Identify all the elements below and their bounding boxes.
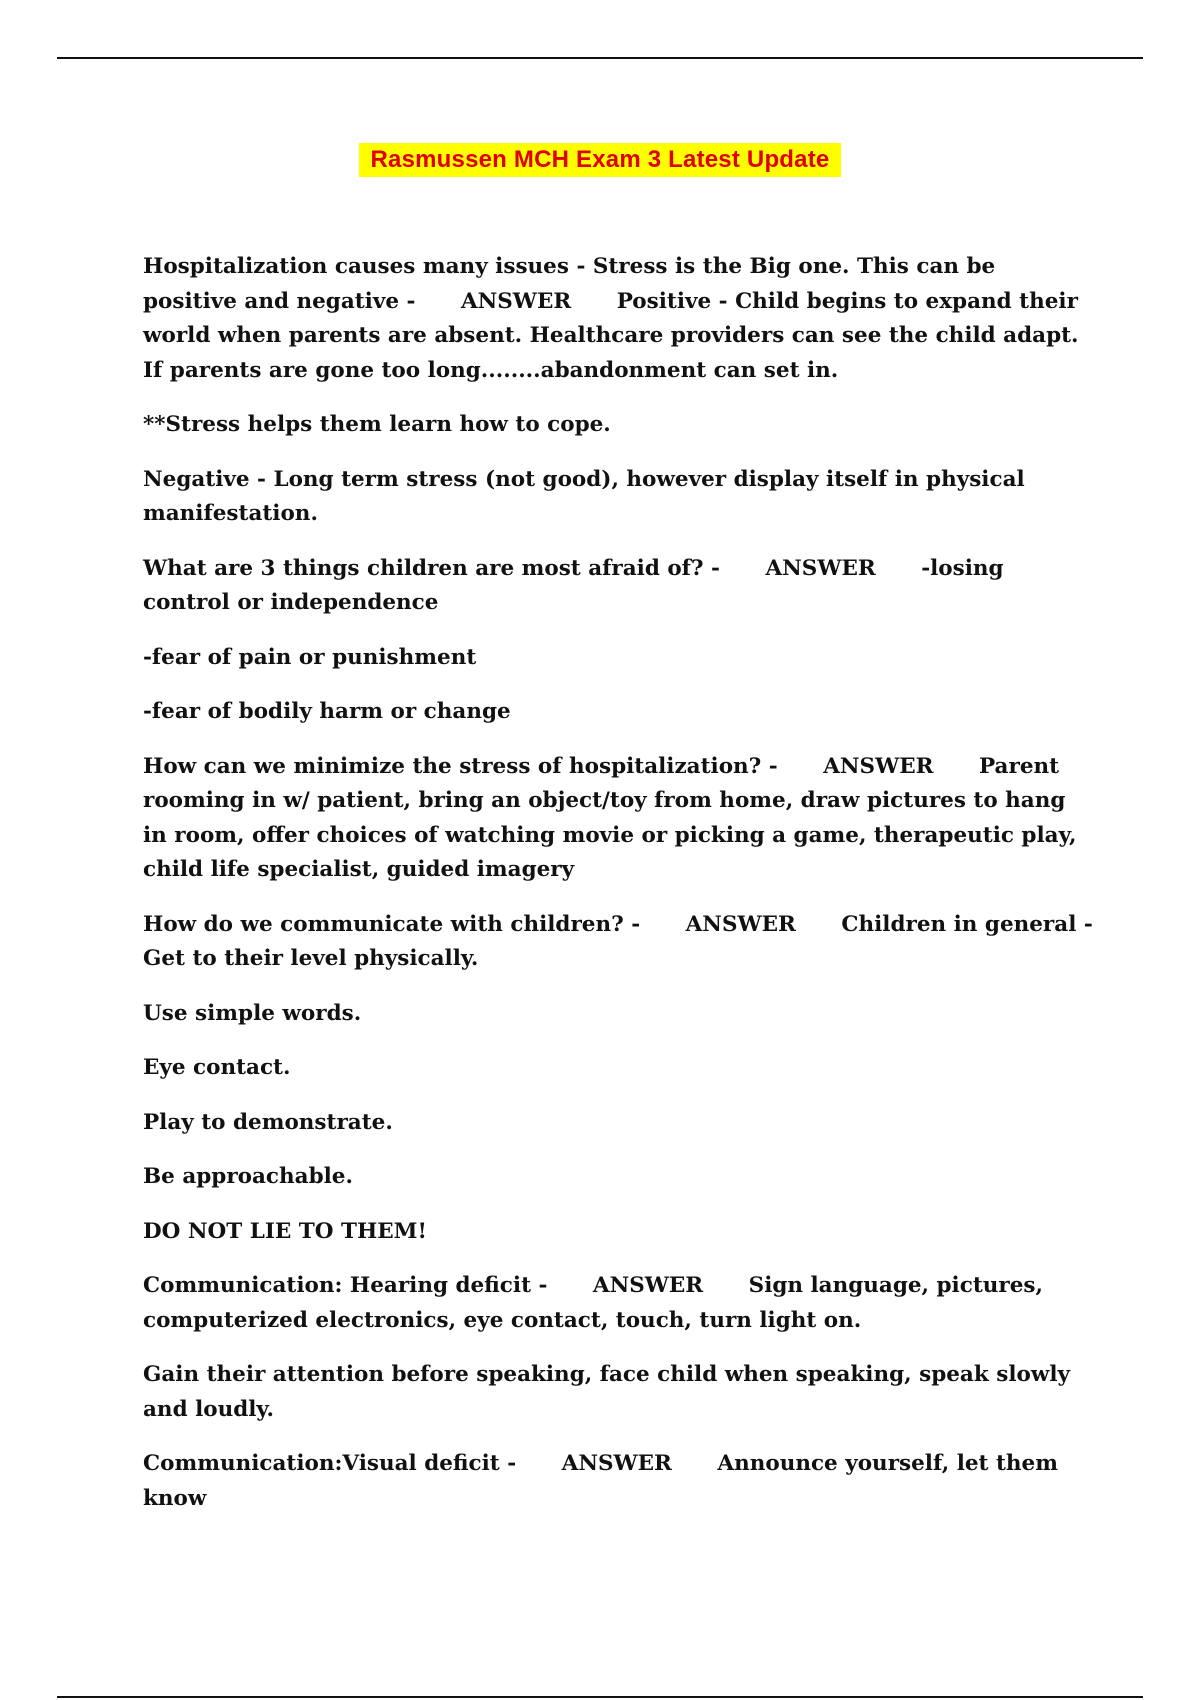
text-paragraph: DO NOT LIE TO THEM! bbox=[143, 1218, 427, 1244]
qa-paragraph bbox=[143, 250, 1093, 388]
qa-paragraph bbox=[143, 1447, 1093, 1516]
text-paragraph: Play to demonstrate. bbox=[143, 1109, 393, 1135]
text-paragraph: Use simple words. bbox=[143, 1000, 362, 1026]
title-wrap bbox=[0, 143, 1200, 177]
question-text: How do we communicate with children? - bbox=[143, 911, 641, 937]
text-paragraph: Eye contact. bbox=[143, 1055, 291, 1080]
answer-label: ANSWER bbox=[592, 1273, 704, 1298]
answer-text: Positive - Child begins to expand their world when parents are absent. Healthcare providers can see the child adapt. If parents are gone too long........abandonment can set in. bbox=[143, 288, 1079, 383]
text-paragraph: Gain their attention before speaking, face child when speaking, speak slowly and loudly. bbox=[143, 1362, 1070, 1422]
qa-paragraph bbox=[143, 750, 1093, 888]
qa-paragraph bbox=[143, 1269, 1093, 1338]
question-text: Communication: Hearing deficit - bbox=[143, 1273, 548, 1298]
question-text: Hospitalization causes many issues - Stress is the Big one. This can be positive and negative - bbox=[143, 254, 996, 314]
answer-text: -losing control or independence bbox=[143, 555, 1004, 615]
answer-text: Sign language, pictures, computerized electronics, eye contact, touch, turn light on. bbox=[143, 1273, 1043, 1333]
document-body bbox=[143, 250, 1093, 1536]
answer-label: ANSWER bbox=[685, 911, 796, 937]
answer-text: Parent rooming in w/ patient, bring an object/toy from home, draw pictures to hang in room, offer choices of watching movie or picking a game, therapeutic play, child life specialist, guided imagery bbox=[143, 753, 1077, 882]
qa-paragraph bbox=[143, 908, 1093, 977]
answer-text: Children in general - Get to their level physically. bbox=[143, 911, 1093, 971]
bottom-rule bbox=[57, 1696, 1143, 1698]
answer-label: ANSWER bbox=[460, 288, 572, 314]
answer-text: Announce yourself, let them know bbox=[143, 1451, 1058, 1511]
answer-label: ANSWER bbox=[765, 555, 876, 581]
question-text: How can we minimize the stress of hospitalization? - bbox=[143, 753, 778, 779]
text-paragraph: Negative - Long term stress (not good), however display itself in physical manifestation. bbox=[143, 466, 1025, 526]
question-text: What are 3 things children are most afraid of? - bbox=[143, 555, 720, 581]
text-paragraph: -fear of bodily harm or change bbox=[143, 699, 511, 724]
qa-paragraph bbox=[143, 552, 1093, 621]
text-paragraph: Be approachable. bbox=[143, 1164, 353, 1189]
answer-label: ANSWER bbox=[823, 753, 934, 779]
document-title: Rasmussen MCH Exam 3 Latest Update bbox=[359, 143, 842, 177]
top-rule bbox=[57, 57, 1143, 59]
answer-label: ANSWER bbox=[561, 1451, 672, 1476]
text-paragraph: **Stress helps them learn how to cope. bbox=[143, 412, 611, 437]
text-paragraph: -fear of pain or punishment bbox=[143, 644, 477, 670]
question-text: Communication:Visual deficit - bbox=[143, 1451, 517, 1476]
